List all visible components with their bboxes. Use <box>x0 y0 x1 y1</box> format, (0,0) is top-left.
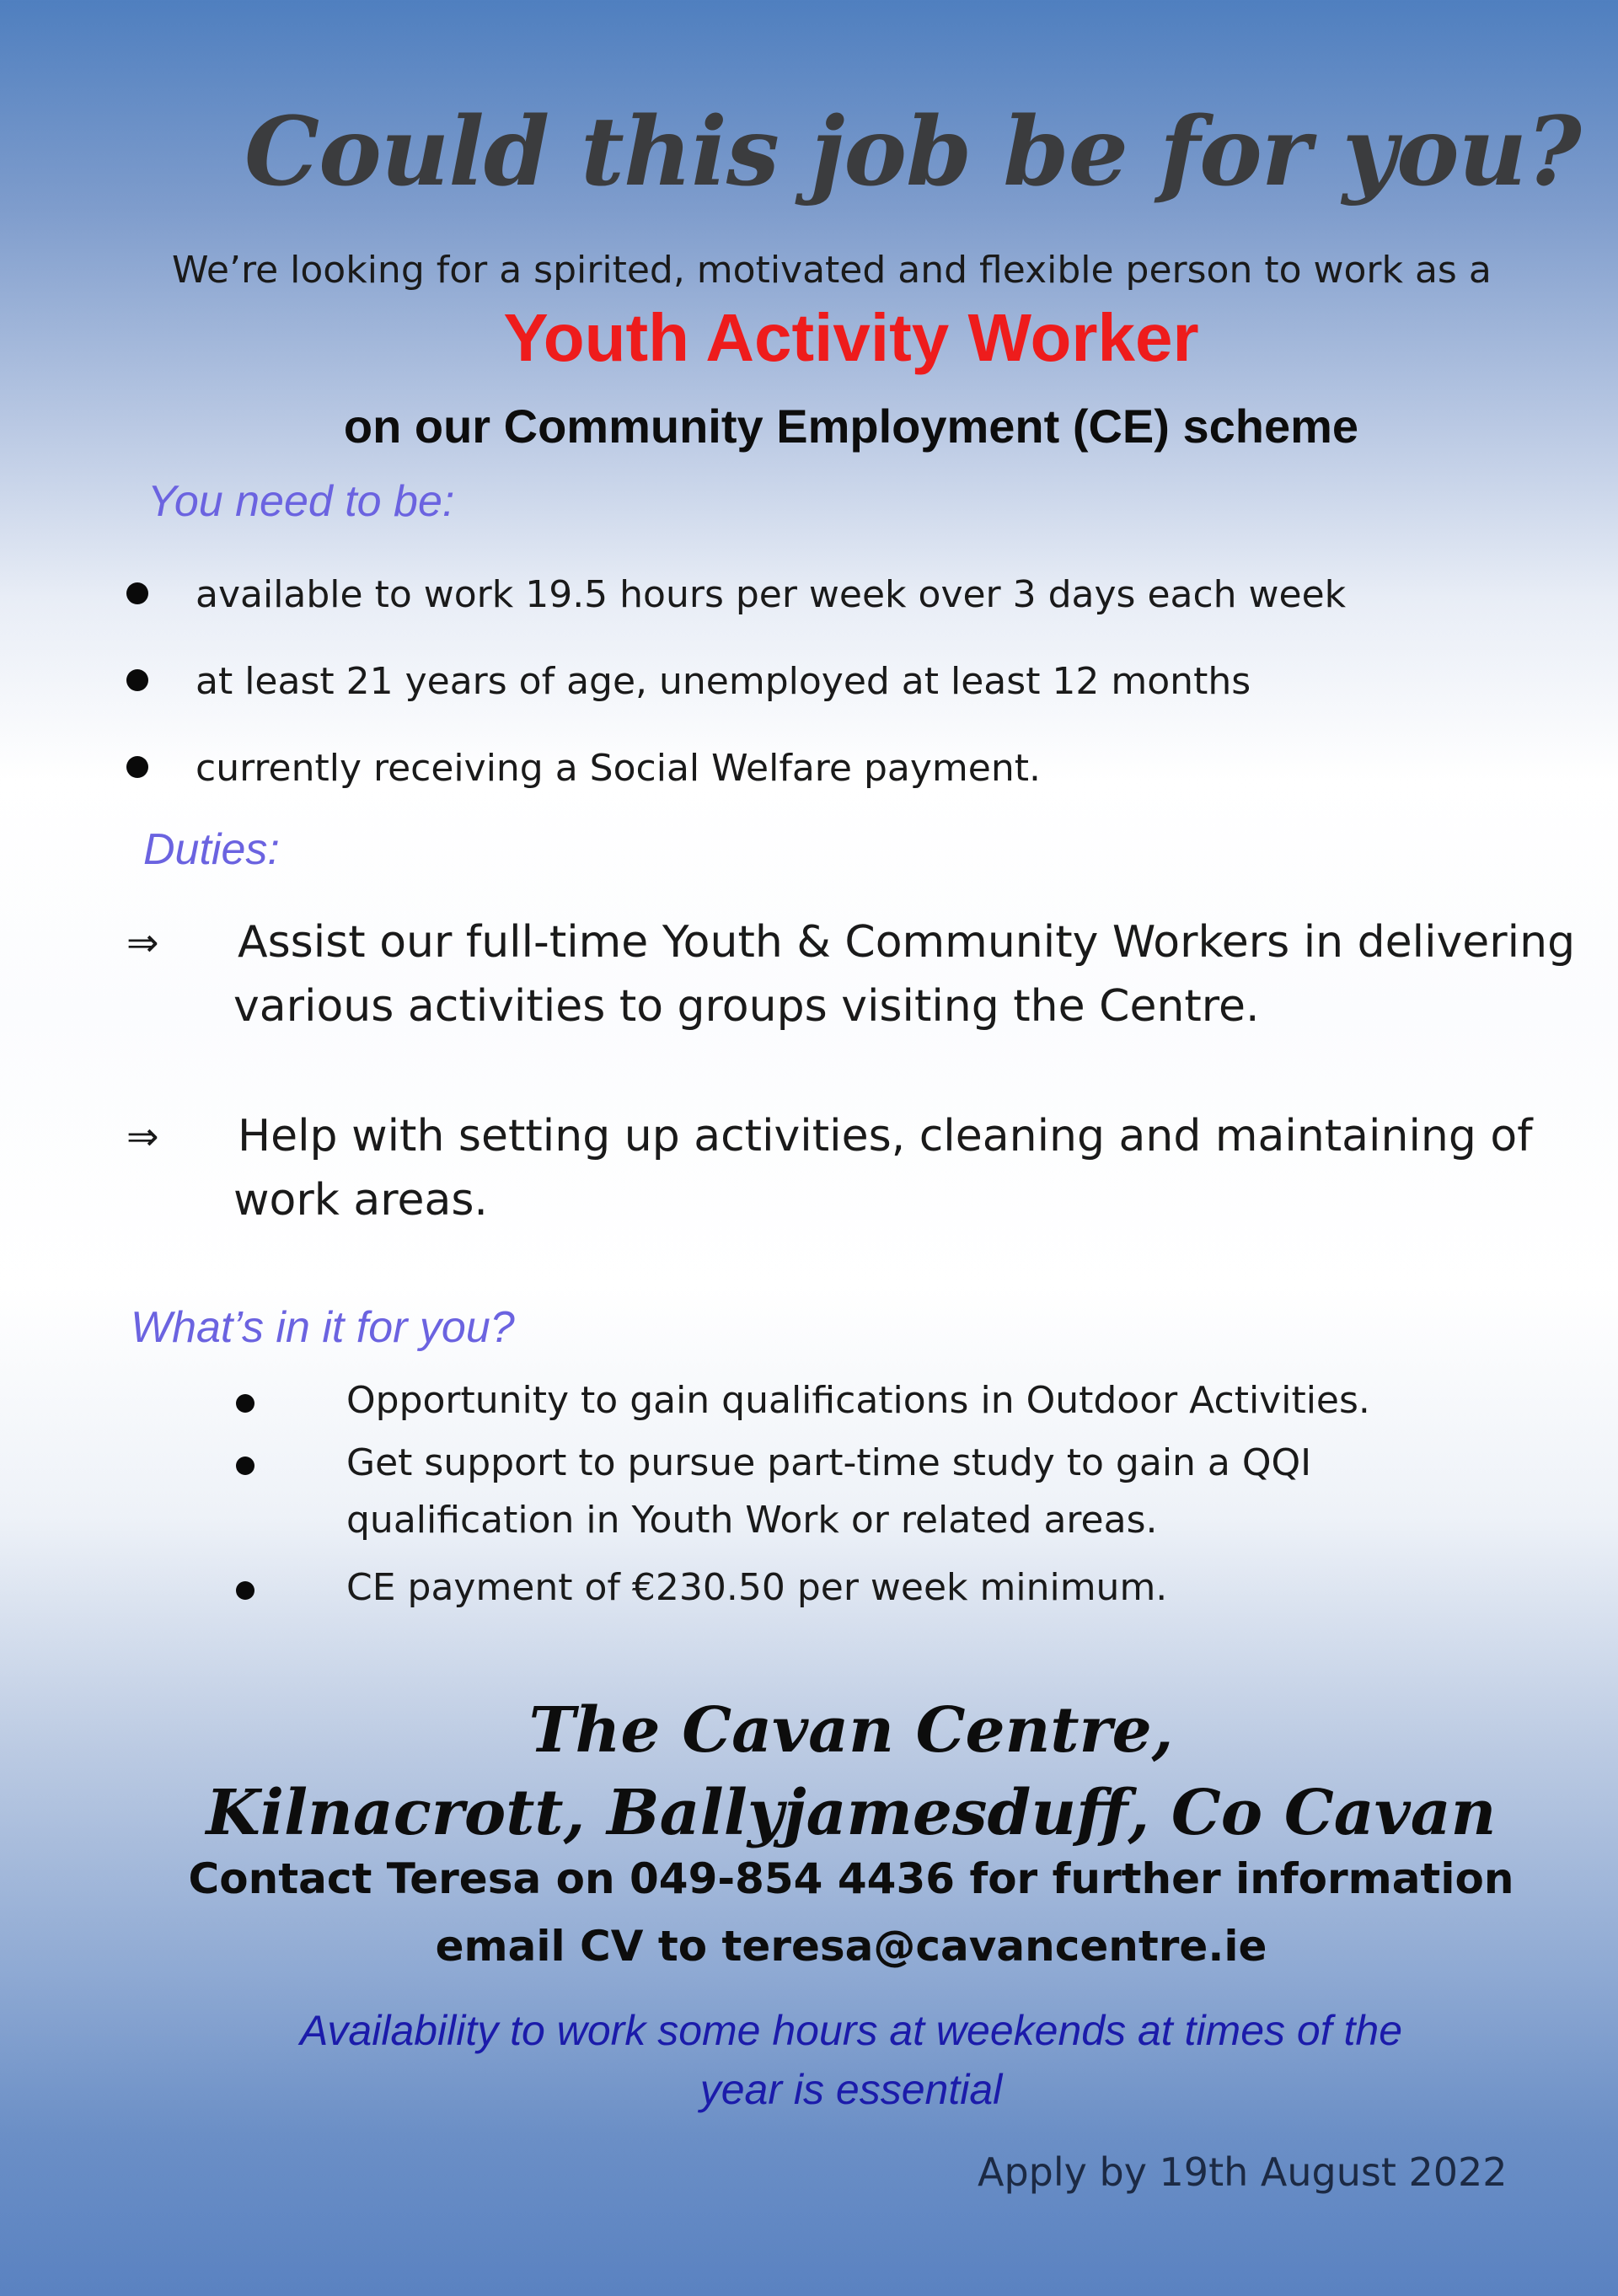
requirement-text: available to work 19.5 hours per week over 3 days each week <box>196 573 1347 616</box>
right-arrow-icon: ⇒ <box>126 1113 159 1159</box>
availability-note: year is essential <box>699 2066 1003 2113</box>
bullet-icon <box>236 1456 254 1475</box>
intro-text: We’re looking for a spirited, motivated and flexible person to work as a <box>172 249 1492 292</box>
benefit-text: CE payment of €230.50 per week minimum. <box>346 1566 1168 1609</box>
right-arrow-icon: ⇒ <box>126 920 159 965</box>
requirement-item <box>126 660 1251 703</box>
contact-email: email CV to teresa@cavancentre.ie <box>435 1922 1267 1971</box>
bullet-icon <box>236 1581 254 1600</box>
requirement-item <box>126 573 1346 616</box>
bullet-icon <box>126 582 148 604</box>
organization-name: The Cavan Centre, <box>528 1694 1174 1767</box>
benefit-item <box>236 1372 1500 1431</box>
bullet-icon <box>126 756 148 778</box>
application-deadline: Apply by 19th August 2022 <box>978 2149 1508 2195</box>
scheme-text: on our Community Employment (CE) scheme <box>343 400 1359 453</box>
benefit-text: qualification in Youth Work or related areas. <box>346 1499 1158 1542</box>
benefit-item <box>236 1435 1500 1549</box>
benefits-heading: What’s in it for you? <box>131 1303 515 1352</box>
bullet-icon <box>236 1394 254 1413</box>
duty-text-line: various activities to groups visiting the Centre. <box>233 981 1260 1032</box>
contact-phone: Contact Teresa on 049-854 4436 for further information <box>188 1854 1514 1903</box>
organization-address: Kilnacrott, Ballyjamesduff, Co Cavan <box>206 1777 1497 1849</box>
headline: Could this job be for you? <box>244 97 1581 207</box>
role-title: Youth Activity Worker <box>503 300 1199 375</box>
duty-text-line: work areas. <box>233 1175 488 1226</box>
duties-heading: Duties: <box>143 825 280 874</box>
benefit-text: Get support to pursue part-time study to gain a QQI <box>346 1441 1312 1484</box>
duty-item <box>126 910 1576 1045</box>
benefit-item <box>236 1559 1500 1618</box>
duty-item <box>126 1104 1559 1239</box>
requirement-item <box>126 747 1041 790</box>
requirement-text: at least 21 years of age, unemployed at least 12 months <box>196 660 1251 703</box>
duty-text-line: Help with setting up activities, cleaning and maintaining of <box>238 1111 1533 1161</box>
duty-text-line: Assist our full-time Youth & Community Workers in delivering <box>238 917 1576 968</box>
bullet-icon <box>126 669 148 691</box>
benefit-text: Opportunity to gain qualifications in Outdoor Activities. <box>346 1379 1370 1422</box>
availability-note: Availability to work some hours at weekends at times of the <box>299 2007 1403 2054</box>
requirements-heading: You need to be: <box>147 477 455 526</box>
requirement-text: currently receiving a Social Welfare payment. <box>196 747 1041 790</box>
